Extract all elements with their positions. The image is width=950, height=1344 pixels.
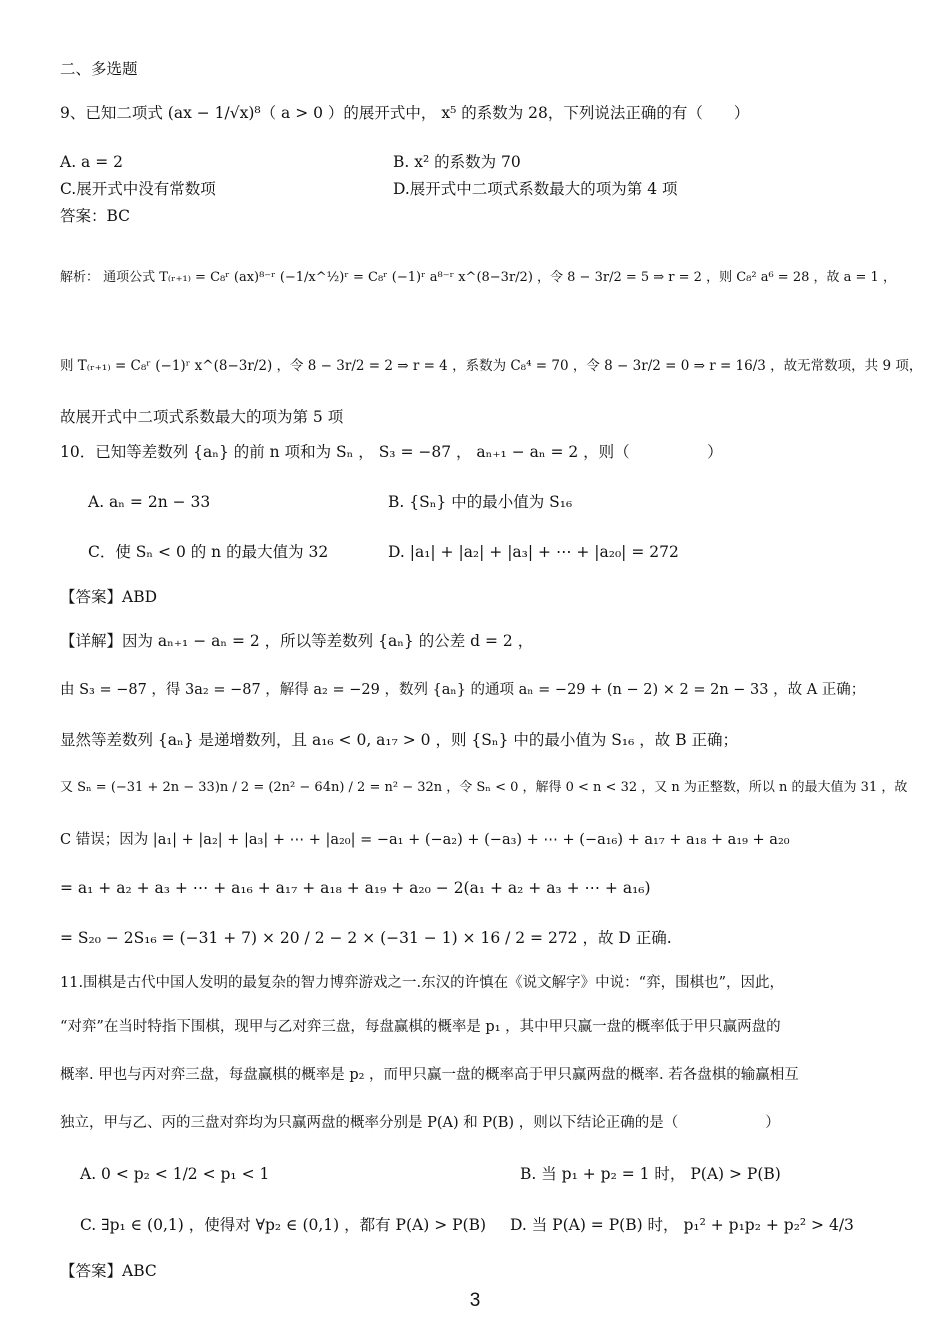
q9-option-a: A. a = 2 (60, 153, 123, 171)
q11-option-c: C. ∃p₁ ∈ (0,1) ，使得对 ∀p₂ ∈ (0,1) ，都有 P(A) > P(B) (80, 1216, 487, 1234)
q11-option-d: D. 当 P(A) = P(B) 时， p₁² + p₁p₂ + p₂² > 4/3 (510, 1216, 854, 1234)
q9-option-b: B. x² 的系数为 70 (393, 153, 521, 171)
q10-stem: 10．已知等差数列 {aₙ} 的前 n 项和为 Sₙ ， S₃ = −87 ， aₙ₊₁ − aₙ = 2 ，则（ ） (60, 443, 723, 461)
q9-option-d: D.展开式中二项式系数最大的项为第 4 项 (393, 180, 678, 198)
q9-analysis-1: 解析： 通项公式 T₍ᵣ₊₁₎ = C₈ʳ (ax)⁸⁻ʳ (−1/x^½)ʳ = C₈ʳ (−1)ʳ a⁸⁻ʳ x^(8−3r/2) ，令 8 − 3r/2 = 5 ⇒ r = 2 ，则 C₈² a⁶ = 28 ，故 a = 1 ， (60, 270, 896, 285)
q10-detail-1: 【详解】因为 aₙ₊₁ − aₙ = 2 ，所以等差数列 {aₙ} 的公差 d = 2 ， (60, 632, 534, 650)
q10-detail-4: 又 Sₙ = (−31 + 2n − 33)n / 2 = (2n² − 64n) / 2 = n² − 32n ，令 Sₙ < 0 ，解得 0 < n < 32 ，又 n 为正整数，所以 n 的最大值为 31 ，故 (60, 780, 908, 795)
q10-option-b: B. {Sₙ} 中的最小值为 S₁₆ (388, 493, 573, 511)
q11-line-3: 概率. 甲也与丙对弈三盘，每盘赢棋的概率是 p₂ ，而甲只赢一盘的概率高于甲只赢两盘的概率. 若各盘棋的输赢相互 (60, 1067, 799, 1083)
q9-option-c: C.展开式中没有常数项 (60, 180, 216, 198)
q11-line-2: “对弈”在当时特指下围棋，现甲与乙对弈三盘，每盘赢棋的概率是 p₁ ，其中甲只赢一盘的概率低于甲只赢两盘的 (60, 1019, 781, 1035)
q10-detail-7: = S₂₀ − 2S₁₆ = (−31 + 7) × 20 / 2 − 2 × (−31 − 1) × 16 / 2 = 272 ，故 D 正确. (60, 929, 672, 947)
section-heading: 二、多选题 (60, 60, 138, 78)
q10-option-d: D. |a₁| + |a₂| + |a₃| + ⋯ + |a₂₀| = 272 (388, 543, 679, 561)
q11-answer: 【答案】ABC (60, 1262, 157, 1280)
q11-option-a: A. 0 < p₂ < 1/2 < p₁ < 1 (80, 1165, 270, 1183)
q10-detail-3: 显然等差数列 {aₙ} 是递增数列，且 a₁₆ < 0, a₁₇ > 0 ，则 {Sₙ} 中的最小值为 S₁₆ ，故 B 正确； (60, 731, 739, 749)
q10-option-a: A. aₙ = 2n − 33 (88, 493, 211, 511)
q9-stem: 9、已知二项式 (ax − 1/√x)⁸（ a > 0 ）的展开式中， x⁵ 的系数为 28，下列说法正确的有（ ） (60, 104, 750, 122)
q10-detail-2: 由 S₃ = −87 ，得 3a₂ = −87 ，解得 a₂ = −29 ，数列 {aₙ} 的通项 aₙ = −29 + (n − 2) × 2 = 2n − 33 ，故 A 正确； (60, 682, 866, 698)
q10-detail-5: C 错误；因为 |a₁| + |a₂| + |a₃| + ⋯ + |a₂₀| = −a₁ + (−a₂) + (−a₃) + ⋯ + (−a₁₆) + a₁₇ + a₁₈ + a₁₉ + a₂₀ (60, 832, 790, 848)
q9-analysis-3: 故展开式中二项式系数最大的项为第 5 项 (60, 408, 344, 426)
q11-line-1: 11.围棋是古代中国人发明的最复杂的智力博弈游戏之一.东汉的许慎在《说文解字》中说：“弈，围棋也”，因此， (60, 975, 784, 991)
q10-answer: 【答案】ABD (60, 588, 158, 606)
q10-option-c: C．使 Sₙ < 0 的 n 的最大值为 32 (88, 543, 329, 561)
q10-detail-6: = a₁ + a₂ + a₃ + ⋯ + a₁₆ + a₁₇ + a₁₈ + a₁₉ + a₂₀ − 2(a₁ + a₂ + a₃ + ⋯ + a₁₆) (60, 879, 651, 897)
q9-answer: 答案：BC (60, 207, 131, 225)
q11-option-b: B. 当 p₁ + p₂ = 1 时， P(A) > P(B) (520, 1165, 781, 1183)
q11-line-4: 独立，甲与乙、丙的三盘对弈均为只赢两盘的概率分别是 P(A) 和 P(B) ，则以下结论正确的是（ ） (60, 1115, 780, 1131)
page-number: 3 (469, 1290, 481, 1311)
q9-analysis-2: 则 T₍ᵣ₊₁₎ = C₈ʳ (−1)ʳ x^(8−3r/2) ，令 8 − 3r/2 = 2 ⇒ r = 4 ，系数为 C₈⁴ = 70 ，令 8 − 3r/2 = 0 ⇒ r = 16/3 ，故无常数项，共 9 项， (60, 358, 923, 374)
